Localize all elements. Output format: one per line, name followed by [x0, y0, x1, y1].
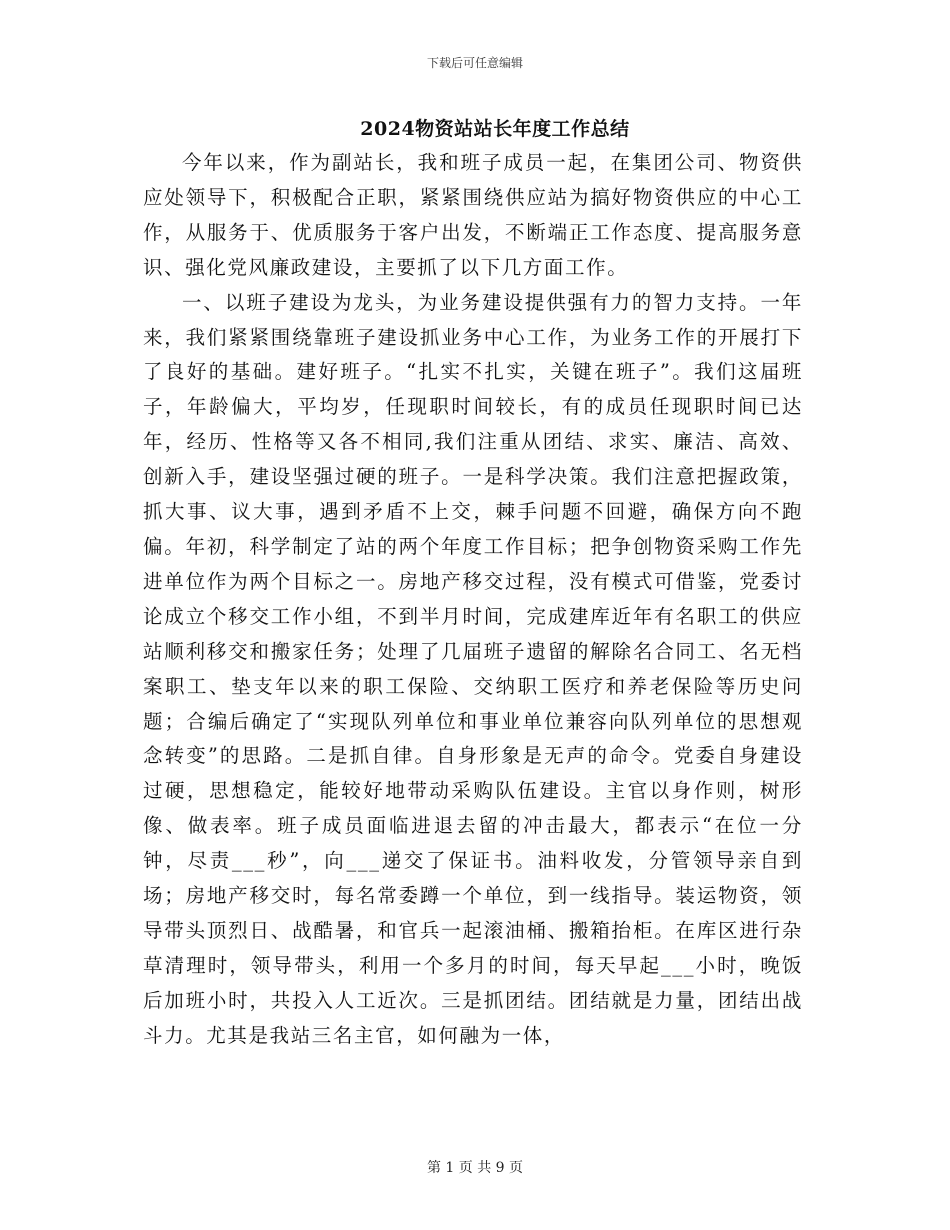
paragraph-section-one: 一、以班子建设为龙头，为业务建设提供强有力的智力支持。一年来，我们紧紧围绕靠班子建设抓业务中心工作，为业务工作的开展打下了良好的基础。建好班子。“扎实不扎实，关键在班子”。我们这届班子，年龄偏大，平均岁，任现职时间较长，有的成员任现职时间已达年，经历、性格等又各不相同,我们注重从团结、求实、廉洁、高效、创新入手，建设坚强过硬的班子。一是科学决策。我们注意把握政策，抓大事、议大事，遇到矛盾不上交，棘手问题不回避，确保方向不跑偏。年初，科学制定了站的两个年度工作目标；把争创物资采购工作先进单位作为两个目标之一。房地产移交过程，没有模式可借鉴，党委讨论成立个移交工作小组，不到半月时间，完成建库近年有名职工的供应站顺利移交和搬家任务；处理了几届班子遗留的解除名合同工、名无档案职工、垫支年以来的职工保险、交纳职工医疗和养老保险等历史问题；合编后确定了“实现队列单位和事业单位兼容向队列单位的思想观念转变”的思路。二是抓自律。自身形象是无声的命令。党委自身建设过硬，思想稳定，能较好地带动采购队伍建设。主官以身作则，树形像、做表率。班子成员面临进退去留的冲击最大，都表示“在位一分钟，尽责___秒”，向___递交了保证书。油料收发，分管领导亲自到场；房地产移交时，每名常委蹲一个单位，到一线指导。装运物资，领导带头顶烈日、战酷暑，和官兵一起滚油桶、搬箱抬柜。在库区进行杂草清理时，领导带头，利用一个多月的时间，每天早起___小时，晚饭后加班小时，共投入人工近次。三是抓团结。团结就是力量，团结出战斗力。尤其是我站三名主官，如何融为一体， [143, 290, 803, 1047]
header-note: 下载后可任意编辑 [426, 56, 523, 70]
document-title: 2024物资站站长年度工作总结 [360, 118, 630, 140]
paragraph-intro: 今年以来，作为副站长，我和班子成员一起，在集团公司、物资供应处领导下，积极配合正职，紧紧围绕供应站为搞好物资供应的中心工作，从服务于、优质服务于客户出发，不断端正工作态度、提高服务意识、强化党风廉政建设，主要抓了以下几方面工作。 [143, 151, 803, 279]
page-number: 第 1 页 共 9 页 [426, 1160, 524, 1176]
document-body [143, 146, 803, 1054]
